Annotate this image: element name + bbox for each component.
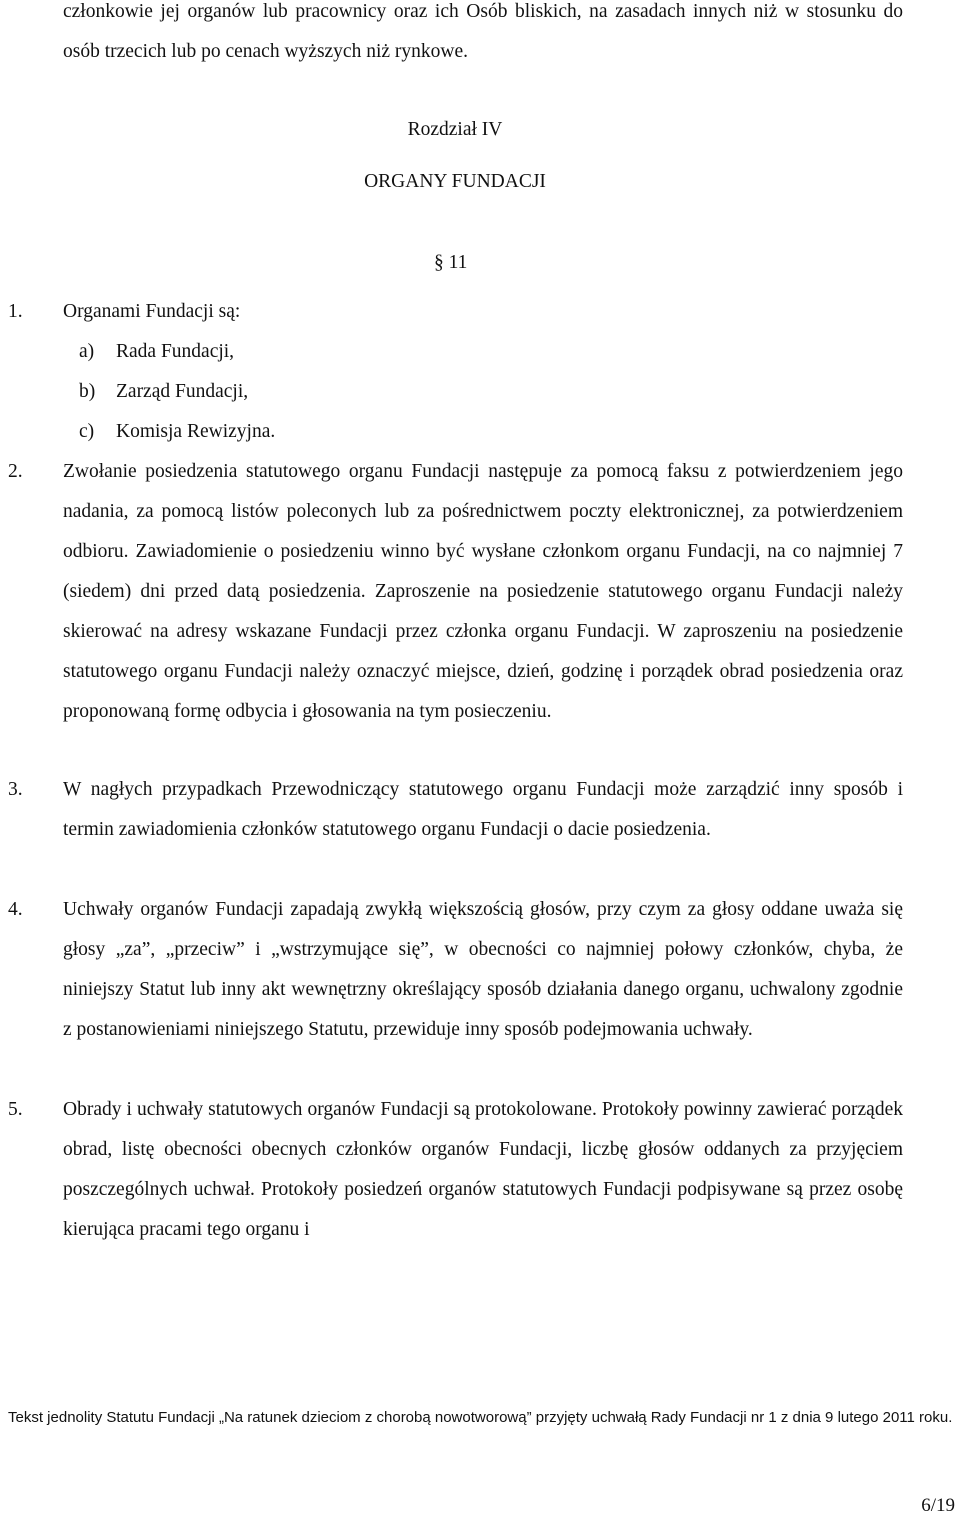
paragraph-text: Obrady i uchwały statutowych organów Fundacji są protokolowane. Protokoły powinny zawierać porządek obrad, listę obecności obecnych członków organów Fundacji, liczbę głosów oddanych za przyjęciem poszczególnych uchwał. Protokoły posiedzeń organów statutowych Fundacji podpisywane są przez osobę kierująca pracami tego organu i xyxy=(63,1099,903,1240)
list-item-text: Rada Fundacji, xyxy=(116,341,235,362)
paragraph-text: W nagłych przypadkach Przewodniczący statutowego organu Fundacji może zarządzić inny sposób i termin zawiadomienia członków statutowego organu Fundacji o dacie posiedzenia. xyxy=(63,779,903,840)
chapter-subtitle: ORGANY FUNDACJI xyxy=(364,171,546,192)
list-item-text: Zarząd Fundacji, xyxy=(116,381,249,402)
page-number: 6/19 xyxy=(921,1495,955,1516)
paragraph-text: Zwołanie posiedzenia statutowego organu Fundacji następuje za pomocą faksu z potwierdzeniem jego nadania, za pomocą listów poleconych lub za pośrednictwem poczty elektronicznej, za potwierdzeniem odbioru. Zawiadomienie o posiedzeniu winno być wysłane członkom organu Fundacji, na co najmniej 7 (siedem) dni przed datą posiedzenia. Zaproszenie na posiedzenie statutowego organu Fundacji należy skierować na adresy wskazane Fundacji przez członka organu Fundacji. W zaproszeniu na posiedzenie statutowego organu Fundacji należy oznaczyć miejsce, dzień, godzinę i porządek obrad posiedzenia oraz proponowaną formę odbycia i głosowania na tym posieczeniu. xyxy=(63,461,903,722)
paragraph-number: 4. xyxy=(8,899,23,920)
paragraph-number: 3. xyxy=(8,779,23,800)
intro-paragraph: członkowie jej organów lub pracownicy oraz ich Osób bliskich, na zasadach innych niż w stosunku do osób trzecich lub po cenach wyższych niż rynkowe. xyxy=(63,1,903,62)
paragraph-number: 2. xyxy=(8,461,23,482)
list-item-letter: a) xyxy=(79,341,95,362)
section-mark: § 11 xyxy=(434,252,468,273)
chapter-title: Rozdział IV xyxy=(407,119,503,140)
list-item xyxy=(79,412,275,452)
list-item xyxy=(79,332,275,372)
list-item-letter: b) xyxy=(79,381,96,402)
list-item xyxy=(79,372,275,412)
paragraph-text: Organami Fundacji są: xyxy=(63,301,241,322)
list-item-letter: c) xyxy=(79,421,95,442)
paragraph-number: 1. xyxy=(8,301,23,322)
paragraph-text: Uchwały organów Fundacji zapadają zwykłą większością głosów, przy czym za głosy oddane uważa się głosy „za”, „przeciw” i „wstrzymujące się”, w obecności co najmniej połowy członków, chyba, że niniejszy Statut lub inny akt wewnętrzny określający sposób działania danego organu, uchwalony zgodnie z postanowieniami niniejszego Statutu, przewiduje inny sposób podejmowania uchwały. xyxy=(63,899,903,1040)
footer-text: Tekst jednolity Statutu Fundacji „Na ratunek dzieciom z chorobą nowotworową” przyjęty uchwałą Rady Fundacji nr 1 z dnia 9 lutego 2011 roku. xyxy=(8,1409,953,1426)
list-item-text: Komisja Rewizyjna. xyxy=(116,421,276,442)
organs-list xyxy=(79,332,275,452)
paragraph-number: 5. xyxy=(8,1099,23,1120)
